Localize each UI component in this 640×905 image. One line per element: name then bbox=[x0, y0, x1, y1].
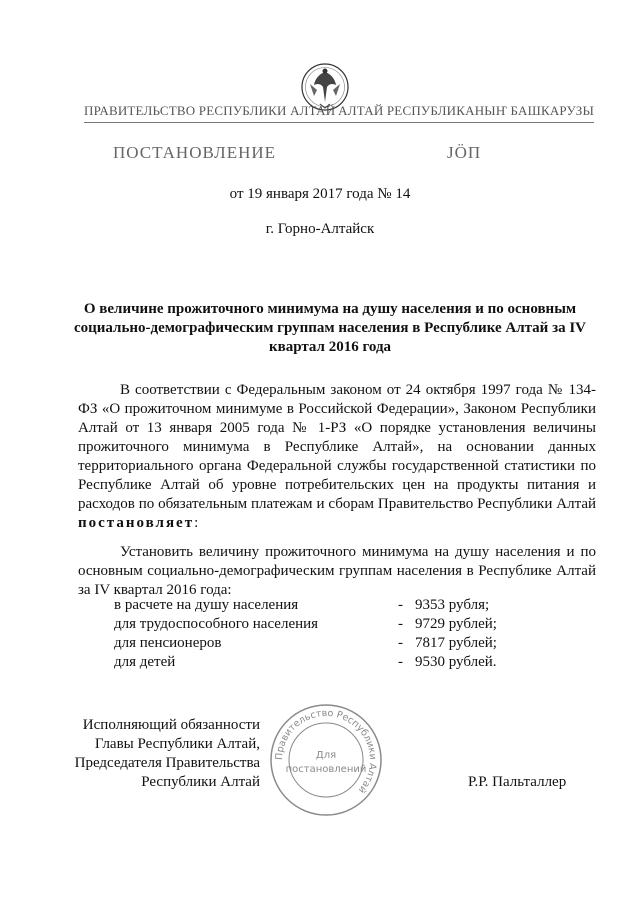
rate-dash: - bbox=[398, 616, 403, 632]
government-name-russian: ПРАВИТЕЛЬСТВО РЕСПУБЛИКИ АЛТАЙ bbox=[84, 103, 336, 118]
signatory-name: Р.Р. Пальталлер bbox=[468, 774, 567, 790]
list-item bbox=[78, 596, 598, 615]
stamp-center-line2: постановлений bbox=[285, 764, 367, 775]
government-name-altai: АЛТАЙ РЕСПУБЛИКАНЫҤ БАШКАРУЗЫ bbox=[338, 103, 594, 118]
signatory-line: Председателя Правительства bbox=[74, 755, 260, 771]
decree-city: г. Горно-Алтайск bbox=[265, 221, 375, 237]
decree-date: от 19 января 2017 года № 14 bbox=[229, 186, 411, 202]
stamp-center-line1: Для bbox=[315, 750, 337, 761]
list-item bbox=[78, 653, 598, 672]
official-stamp bbox=[266, 700, 386, 820]
list-item bbox=[78, 615, 598, 634]
decree-title: О величине прожиточного минимума на душу населения и по основным социально-демографическим группам населения в Республике Алтай за IV квартал 2016 года bbox=[73, 301, 587, 355]
signatory-line: Главы Республики Алтай, bbox=[94, 736, 260, 752]
list-item bbox=[78, 634, 598, 653]
rate-label: в расчете на душу населения bbox=[114, 597, 299, 613]
decree-label-russian: ПОСТАНОВЛЕНИЕ bbox=[113, 143, 277, 162]
rate-value: 9729 рублей; bbox=[415, 616, 497, 632]
rate-dash: - bbox=[398, 654, 403, 670]
resolution-paragraph bbox=[78, 543, 596, 600]
signatory-line: Республики Алтай bbox=[141, 774, 260, 790]
preamble-colon: : bbox=[194, 515, 199, 531]
rate-label: для детей bbox=[114, 654, 176, 670]
header-divider bbox=[84, 122, 594, 123]
rate-dash: - bbox=[398, 635, 403, 651]
decree-label-altai: ЈӦП bbox=[447, 143, 482, 162]
preamble-paragraph bbox=[78, 381, 596, 533]
government-header bbox=[84, 103, 594, 125]
resolves-word: постановляет bbox=[78, 515, 195, 531]
resolution-text: Установить величину прожиточного минимума на душу населения и по основным социально-демографическим группам населения в Республике Алтай за IV квартал 2016 года: bbox=[78, 544, 596, 598]
signatory-position bbox=[60, 716, 260, 792]
rate-value: 9353 рубля; bbox=[415, 597, 490, 613]
signatory-line: Исполняющий обязанности bbox=[82, 717, 260, 733]
rate-value: 7817 рублей; bbox=[415, 635, 497, 651]
rate-label: для пенсионеров bbox=[114, 635, 222, 651]
rates-list bbox=[78, 596, 598, 672]
rate-value: 9530 рублей. bbox=[415, 654, 497, 670]
preamble-text: В соответствии с Федеральным законом от 24 октября 1997 года № 134-ФЗ «О прожиточном минимуме в Российской Федерации», Законом Республики Алтай от 13 января 2005 года № 1-РЗ «О порядке установления величины прожиточного минимума в Республике Алтай», на основании данных территориального органа Федеральной службы государственной статистики по Республике Алтай об уровне потребительских цен на продукты питания и расходов по обязательным платежам и сборам Правительство Республики Алтай bbox=[78, 382, 596, 512]
rate-dash: - bbox=[398, 597, 403, 613]
rate-label: для трудоспособного населения bbox=[114, 616, 319, 632]
stamp-ring-text: Правительство Республики Алтай bbox=[273, 707, 379, 796]
